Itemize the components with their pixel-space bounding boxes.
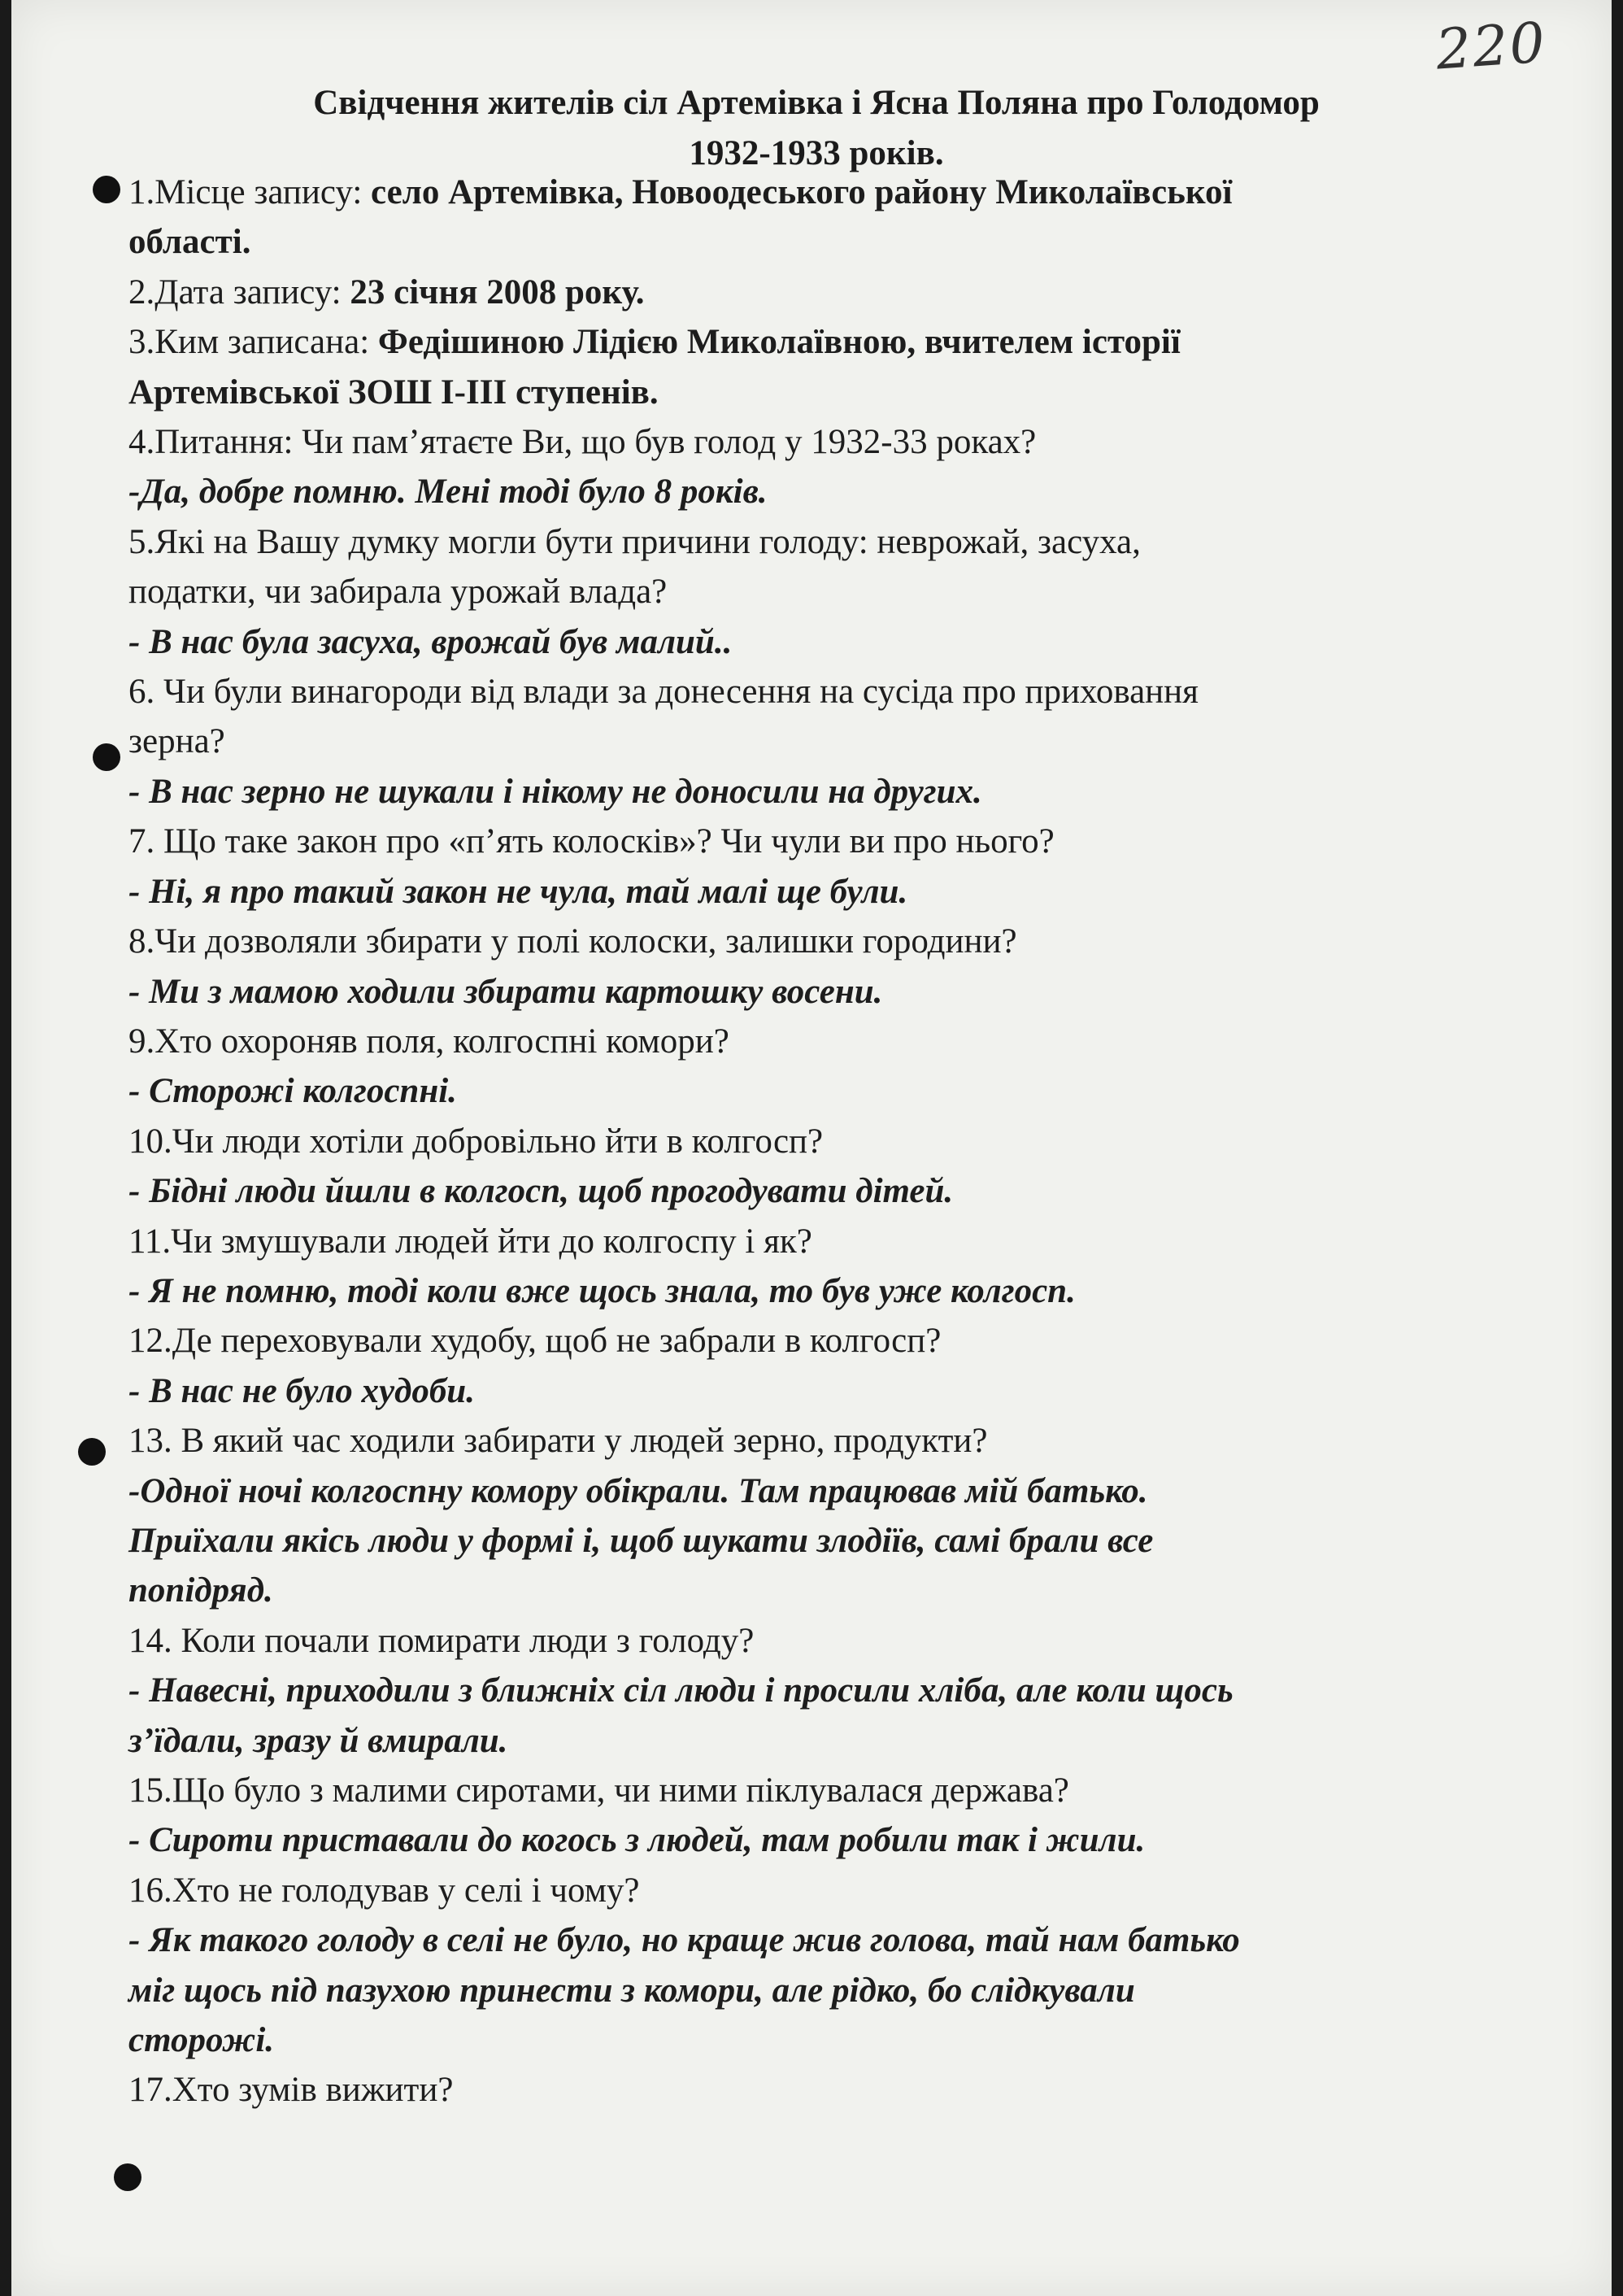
qa-list [128,417,1527,2115]
punch-hole [93,176,120,203]
question-line: 15.Що було з малими сиротами, чи ними піклувалася держава? [128,1771,1069,1810]
question-line: 13. В який час ходили забирати у людей зерно, продукти? [128,1422,988,1461]
question-line: 17.Хто зумів вижити? [128,2071,454,2110]
answer-line: - Навесні, приходили з ближніх сіл люди і просили хліба, але коли щось [128,1671,1234,1710]
question-line: 14. Коли почали помирати люди з голоду? [128,1621,755,1660]
question-line: 10.Чи люди хотіли добровільно йти в колгосп? [128,1122,824,1161]
question-line: податки, чи забирала урожай влада? [128,573,668,612]
question-line: 5.Які на Вашу думку могли бути причини голоду: неврожай, засуха, [128,522,1141,561]
record-date [128,268,1527,317]
answer-line: - Ні, я про такий закон не чула, тай малі ще були. [128,872,908,911]
question-line: 9.Хто охороняв поля, колгоспні комори? [128,1022,729,1061]
record-place-value-cont: області. [128,223,251,262]
answer-line: - Ми з мамою ходили збирати картошку восени. [128,972,883,1011]
record-place-label: 1.Місце запису: [128,173,372,211]
question-line: зерна? [128,722,225,761]
answer-line: - В нас не було худоби. [128,1371,475,1410]
answer-line: - В нас була засуха, врожай був малий.. [128,622,733,661]
record-place-value: село Артемівка, Новоодеського району Миколаївської [371,173,1233,211]
question-line: 11.Чи змушували людей йти до колгоспу і як? [128,1222,812,1261]
handwritten-page-number: 220 [1434,11,1549,83]
title-line-1: Свідчення жителів сіл Артемівка і Ясна Поляна про Голодомор [313,84,1320,122]
punch-hole [78,1438,106,1466]
answer-line: попідряд. [128,1571,273,1610]
question-line: 4.Питання: Чи пам’ятаєте Ви, що був голод у 1932-33 роках? [128,423,1037,462]
document-page [11,0,1612,2296]
answer-line: з’їдали, зразу й вмирали. [128,1721,508,1760]
answer-line: Приїхали якісь люди у формі і, щоб шукати злодіїв, самі брали все [128,1521,1154,1560]
record-author [128,317,1527,367]
record-date-label: 2.Дата запису: [128,272,350,312]
answer-line: - Я не помню, тоді коли вже щось знала, то був уже колгосп. [128,1271,1076,1310]
answer-line: - Сторожі колгоспні. [128,1072,457,1111]
answer-line: - Бідні люди йшли в колгосп, щоб прогодувати дітей. [128,1172,954,1211]
record-author-value-cont: Артемівської ЗОШ І-ІІІ ступенів. [128,373,659,412]
record-date-value: 23 січня 2008 року. [350,272,645,312]
answer-line: сторожі. [128,2021,275,2060]
answer-line: -Одної ночі колгоспну комору обікрали. Там працював мій батько. [128,1471,1148,1510]
question-line: 7. Що таке закон про «п’ять колосків»? Чи чули ви про нього? [128,822,1055,861]
question-line: 12.Де переховували худобу, щоб не забрали в колгосп? [128,1322,942,1361]
question-line: 6. Чи були винагороди від влади за донесення на сусіда про приховання [128,673,1199,712]
question-line: 16.Хто не голодував у селі і чому? [128,1871,640,1910]
answer-line: - В нас зерно не шукали і нікому не доносили на других. [128,772,982,811]
question-line: 8.Чи дозволяли збирати у полі колоски, залишки городини? [128,922,1017,961]
punch-hole [114,2163,141,2191]
answer-line: міг щось під пазухою принести з комори, але рідко, бо слідкували [128,1971,1135,2010]
document-title [125,78,1508,179]
title-line-2: 1932-1933 років. [689,134,944,172]
record-place [128,168,1527,217]
record-author-value: Федішиною Лідією Миколаївною, вчителем історії [377,323,1181,362]
interview-body [128,168,1527,2115]
answer-line: -Да, добре помню. Мені тоді було 8 років. [128,473,768,512]
record-author-label: 3.Ким записана: [128,323,378,362]
answer-line: - Сироти приставали до когось з людей, там робили так і жили. [128,1821,1146,1860]
punch-hole [93,743,120,771]
answer-line: - Як такого голоду в селі не було, но краще жив голова, тай нам батько [128,1921,1240,1960]
